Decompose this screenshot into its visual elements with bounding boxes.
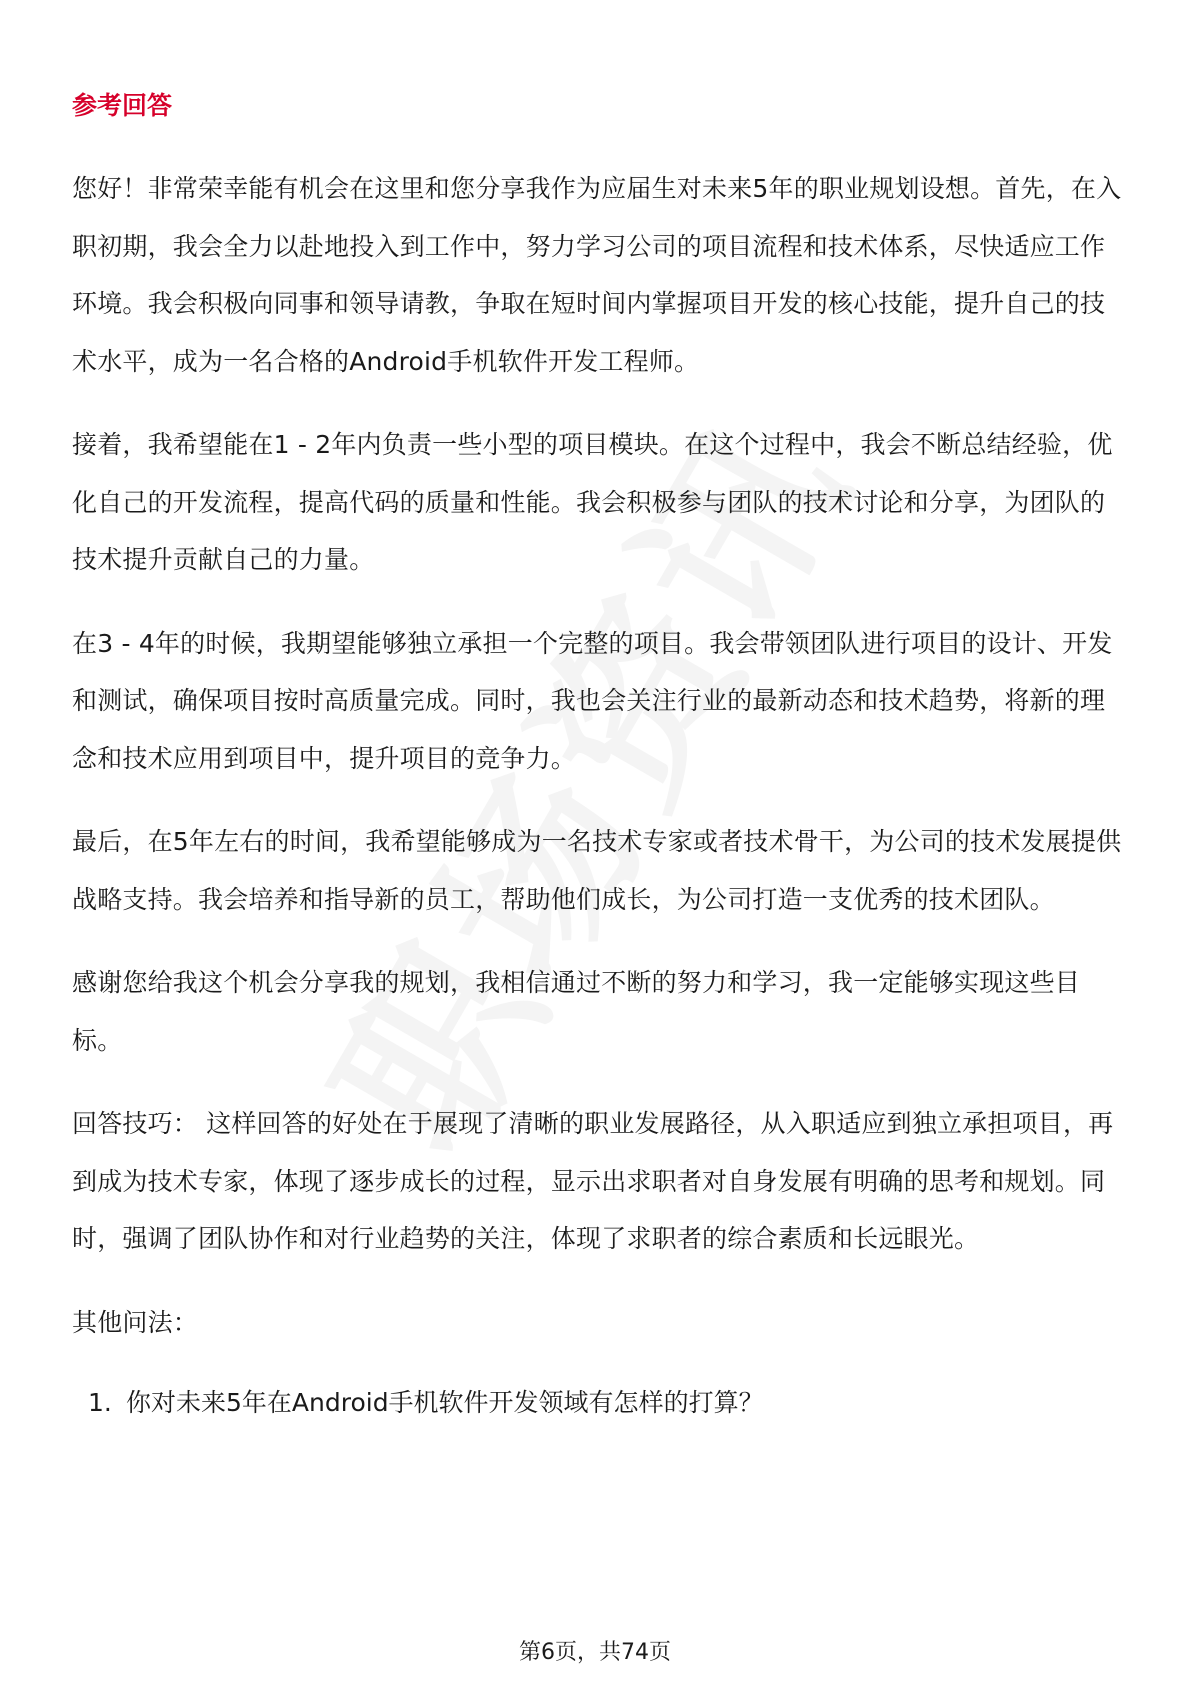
page-footer: 第6页，共74页 [519,1640,671,1665]
paragraph-stage-5-years: 最后，在5年左右的时间，我希望能够成为一名技术专家或者技术骨干，为公司的技术发展提供战略支持。我会培养和指导新的员工，帮助他们成长，为公司打造一支优秀的技术团队。 [72,827,1122,914]
paragraph-answer-tips: 回答技巧： 这样回答的好处在于展现了清晰的职业发展路径，从入职适应到独立承担项目，再到成为技术专家，体现了逐步成长的过程，显示出求职者对自身发展有明确的思考和规划。同时，强调了团队协作和对行业趋势的关注，体现了求职者的综合素质和长远眼光。 [72,1109,1114,1253]
page-content [72,86,1122,1423]
other-questions-list [72,1383,1122,1423]
list-item-text: 你对未来5年在Android手机软件开发领域有怎样的打算？ [126,1388,764,1417]
paragraph-other-questions-label: 其他问法： [72,1307,199,1337]
list-item-number: 1. [88,1388,112,1417]
paragraph-stage-3-4-years: 在3 - 4年的时候，我期望能够独立承担一个完整的项目。我会带领团队进行项目的设计、开发和测试，确保项目按时高质量完成。同时，我也会关注行业的最新动态和技术趋势，将新的理念和技术应用到项目中，提升项目的竞争力。 [72,628,1113,773]
paragraph-stage-1-2-years: 接着，我希望能在1 - 2年内负责一些小型的项目模块。在这个过程中，我会不断总结经验，优化自己的开发流程，提高代码的质量和性能。我会积极参与团队的技术讨论和分享，为团队的技术提升贡献自己的力量。 [72,430,1113,574]
section-heading: 参考回答 [72,91,173,120]
paragraph-thanks: 感谢您给我这个机会分享我的规划，我相信通过不断的努力和学习，我一定能够实现这些目标。 [72,968,1081,1055]
paragraph-intro: 您好！非常荣幸能有机会在这里和您分享我作为应届生对未来5年的职业规划设想。首先，在入职初期，我会全力以赴地投入到工作中，努力学习公司的项目流程和技术体系，尽快适应工作环境。我会积极向同事和领导请教，争取在短时间内掌握项目开发的核心技能，提升自己的技术水平，成为一名合格的Android手机软件开发工程师。 [72,174,1122,376]
list-item [72,1383,1122,1423]
